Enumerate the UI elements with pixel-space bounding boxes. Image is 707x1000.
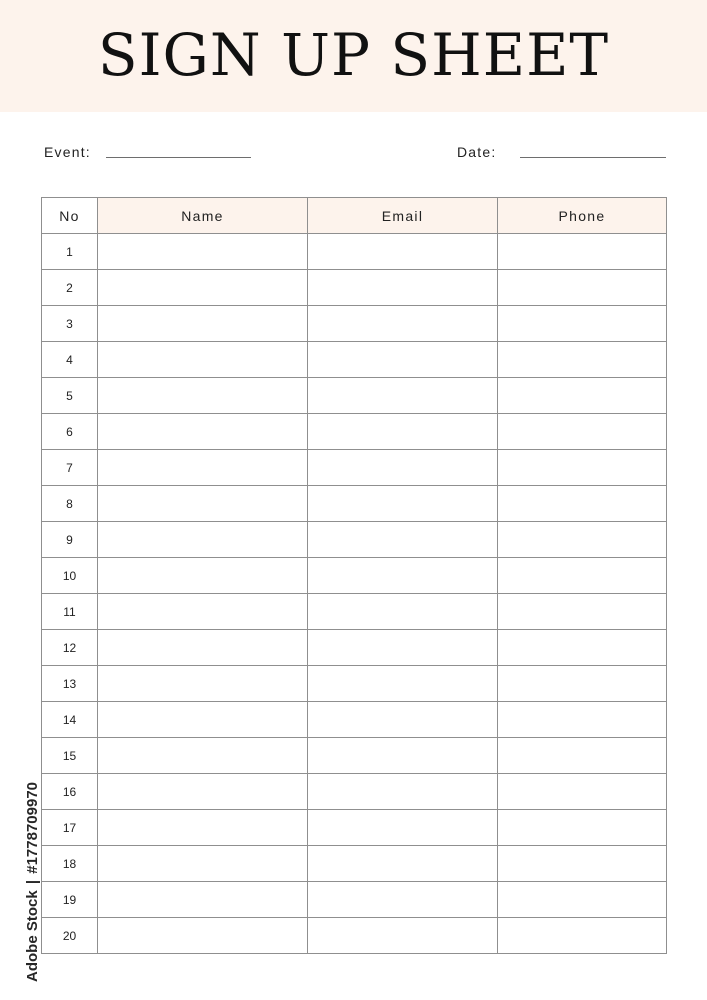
name-cell[interactable] [98,774,308,810]
name-cell[interactable] [98,270,308,306]
date-input-line[interactable] [520,157,666,158]
phone-cell[interactable] [498,486,667,522]
row-number: 4 [42,342,98,378]
event-label: Event: [44,144,91,160]
phone-cell[interactable] [498,378,667,414]
row-number: 16 [42,774,98,810]
name-cell[interactable] [98,486,308,522]
row-number: 3 [42,306,98,342]
email-cell[interactable] [308,918,498,954]
column-header-phone: Phone [498,198,667,234]
credit-brand: Adobe Stock [24,890,41,982]
table-row [42,522,667,558]
row-number: 12 [42,630,98,666]
table-row [42,594,667,630]
email-cell[interactable] [308,270,498,306]
phone-cell[interactable] [498,630,667,666]
email-cell[interactable] [308,522,498,558]
table-row [42,486,667,522]
email-cell[interactable] [308,342,498,378]
row-number: 9 [42,522,98,558]
row-number: 20 [42,918,98,954]
name-cell[interactable] [98,306,308,342]
row-number: 14 [42,702,98,738]
name-cell[interactable] [98,846,308,882]
phone-cell[interactable] [498,414,667,450]
row-number: 7 [42,450,98,486]
table-row [42,450,667,486]
email-cell[interactable] [308,882,498,918]
email-cell[interactable] [308,414,498,450]
email-cell[interactable] [308,378,498,414]
email-cell[interactable] [308,450,498,486]
table-row [42,738,667,774]
email-cell[interactable] [308,810,498,846]
email-cell[interactable] [308,558,498,594]
row-number: 1 [42,234,98,270]
row-number: 19 [42,882,98,918]
phone-cell[interactable] [498,846,667,882]
table-row [42,702,667,738]
phone-cell[interactable] [498,702,667,738]
email-cell[interactable] [308,702,498,738]
phone-cell[interactable] [498,774,667,810]
row-number: 5 [42,378,98,414]
phone-cell[interactable] [498,738,667,774]
table-row [42,774,667,810]
email-cell[interactable] [308,846,498,882]
email-cell[interactable] [308,486,498,522]
name-cell[interactable] [98,918,308,954]
table-row [42,810,667,846]
row-number: 15 [42,738,98,774]
email-cell[interactable] [308,306,498,342]
email-cell[interactable] [308,666,498,702]
phone-cell[interactable] [498,342,667,378]
column-header-name: Name [98,198,308,234]
table-row [42,306,667,342]
column-header-no: No [42,198,98,234]
name-cell[interactable] [98,378,308,414]
table-row [42,414,667,450]
table-row [42,882,667,918]
phone-cell[interactable] [498,918,667,954]
table-row [42,378,667,414]
phone-cell[interactable] [498,306,667,342]
row-number: 18 [42,846,98,882]
name-cell[interactable] [98,630,308,666]
name-cell[interactable] [98,666,308,702]
name-cell[interactable] [98,558,308,594]
credit-id: #1778709970 [24,782,41,874]
name-cell[interactable] [98,522,308,558]
table-row [42,234,667,270]
name-cell[interactable] [98,594,308,630]
credit-separator: | [24,879,41,885]
phone-cell[interactable] [498,450,667,486]
email-cell[interactable] [308,234,498,270]
phone-cell[interactable] [498,234,667,270]
row-number: 10 [42,558,98,594]
name-cell[interactable] [98,810,308,846]
name-cell[interactable] [98,450,308,486]
email-cell[interactable] [308,594,498,630]
table-header-row [42,198,667,234]
signup-table [41,197,667,954]
phone-cell[interactable] [498,882,667,918]
table-row [42,342,667,378]
phone-cell[interactable] [498,558,667,594]
name-cell[interactable] [98,414,308,450]
email-cell[interactable] [308,630,498,666]
phone-cell[interactable] [498,594,667,630]
table-body [42,234,667,954]
email-cell[interactable] [308,738,498,774]
phone-cell[interactable] [498,810,667,846]
row-number: 11 [42,594,98,630]
table-row [42,270,667,306]
phone-cell[interactable] [498,270,667,306]
table-row [42,918,667,954]
row-number: 17 [42,810,98,846]
row-number: 2 [42,270,98,306]
stock-credit-watermark [24,782,41,982]
name-cell[interactable] [98,342,308,378]
row-number: 8 [42,486,98,522]
table-row [42,630,667,666]
name-cell[interactable] [98,738,308,774]
table-row [42,558,667,594]
name-cell[interactable] [98,702,308,738]
phone-cell[interactable] [498,522,667,558]
table-row [42,846,667,882]
column-header-email: Email [308,198,498,234]
event-input-line[interactable] [106,157,251,158]
page-title: SIGN UP SHEET [97,21,610,89]
name-cell[interactable] [98,234,308,270]
name-cell[interactable] [98,882,308,918]
table-row [42,666,667,702]
row-number: 13 [42,666,98,702]
phone-cell[interactable] [498,666,667,702]
date-label: Date: [457,144,497,160]
row-number: 6 [42,414,98,450]
email-cell[interactable] [308,774,498,810]
